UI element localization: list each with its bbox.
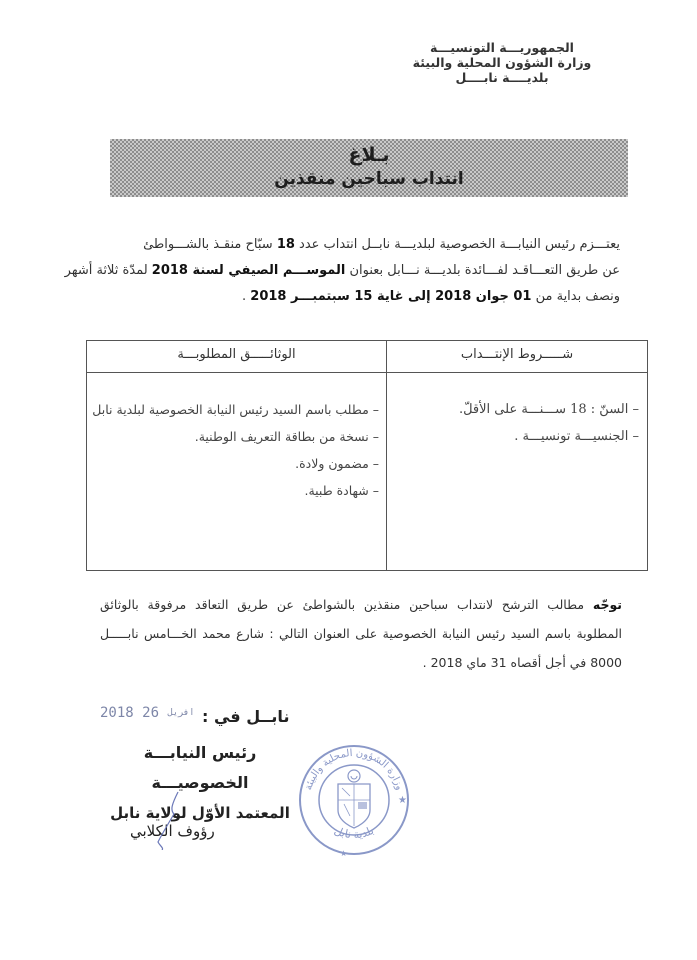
document-item: – مطلب باسم السيد رئيس النيابة الخصوصية لبلدية نابل: [92, 402, 379, 417]
signatory-title: رئيس النيابـــة الخصوصيـــة: [143, 743, 257, 792]
condition-item: – السنّ : 18 ســـنـــة على الأقلّ.: [458, 402, 639, 417]
closing-line-1: [100, 590, 622, 619]
document-item: – مضمون ولادة.: [295, 456, 379, 471]
svg-text:★: ★: [340, 849, 348, 858]
announcement-subtitle: انتداب سباحين منقذين: [274, 169, 464, 189]
place-date-label: نابــل في :: [202, 707, 290, 726]
svg-text:وزارة الشؤون المحلية والبيئة: وزارة الشؤون المحلية والبيئة: [303, 747, 405, 792]
intro-line-3-end: .: [242, 289, 251, 304]
document-item: – شهادة طبية.: [304, 483, 379, 498]
closing-paragraph: [100, 590, 622, 677]
signatory-name: رؤوف الكلابي: [130, 822, 215, 840]
letterhead: [387, 40, 617, 85]
intro-line-3-start: ونصف بداية من: [531, 289, 620, 304]
official-seal-icon: [296, 738, 416, 868]
date-stamp: [100, 705, 195, 721]
document-item: – نسخة من بطاقة التعريف الوطنية.: [194, 429, 379, 444]
intro-line-1-end: سبّاح منقـذ بالشـــواطئ: [143, 237, 277, 252]
announcement-title: [110, 143, 628, 167]
letterhead-country: الجمهوريـــة التونسيـــة: [430, 40, 574, 55]
intro-line-2: [64, 258, 620, 284]
signature-block: [100, 738, 300, 828]
header-conditions: شـــــروط الإنتـــداب: [460, 347, 574, 362]
intro-line-2-end: لمدّة ثلاثة أشهر: [64, 263, 152, 278]
documents-list: [92, 396, 379, 504]
closing-line-2: المطلوبة باسم السيد رئيس النيابة الخصوصية على العنوان التالي : شارع محمد الخـــامس نابـــــل: [100, 626, 622, 641]
svg-text:بلدية نابل: بلدية نابل: [332, 823, 376, 842]
table-column-divider: [386, 341, 387, 570]
letterhead-ministry: وزارة الشؤون المحلية والبيئة: [412, 55, 592, 70]
date-stamp-month: افريل: [167, 708, 195, 718]
requirements-table: [86, 340, 648, 571]
intro-line-2-start: عن طريق التعـــاقـد لفـــائدة بلديـــة نـــابل بعنوان: [345, 263, 620, 278]
intro-line-1: [100, 232, 620, 258]
handwritten-signature: [150, 790, 190, 850]
announcement-title-text: بـلاغ: [348, 144, 390, 166]
closing-line-1-text: مطالب الترشح لانتداب سباحين منقذين بالشواطئ عن طريق التعاقد مرفوقة بالوثائق: [100, 597, 593, 612]
svg-text:★: ★: [398, 795, 407, 806]
header-documents: الوثائـــــق المطلوبـــة: [177, 347, 296, 362]
closing-lead-word: توجّه: [592, 597, 622, 612]
intro-paragraph: [64, 232, 620, 310]
intro-line-1-start: يعتـــزم رئيس النيابـــة الخصوصية لبلديـــة نابــل انتداب عدد: [294, 237, 620, 252]
closing-line-3: 8000 في أجل أقصاه 31 ماي 2018 .: [422, 655, 622, 670]
date-stamp-day: 26: [142, 705, 160, 721]
letterhead-municipality: بلديــــة نابــــل: [455, 70, 549, 85]
announcement-banner: [110, 139, 628, 197]
season-label: الموســـم الصيفي لسنة 2018: [151, 263, 346, 278]
conditions-list: [397, 396, 639, 450]
lifeguard-count: 18: [276, 237, 295, 252]
intro-line-3: [100, 284, 620, 310]
date-stamp-year: 2018: [100, 705, 134, 721]
condition-item: – الجنسيـــة تونسيـــة .: [514, 429, 639, 444]
contract-period: 01 جوان 2018 إلى غاية 15 سبتمبـــر 2018: [250, 289, 532, 304]
signatory-role: المعتمد الأوّل لولاية نابل: [110, 804, 290, 822]
